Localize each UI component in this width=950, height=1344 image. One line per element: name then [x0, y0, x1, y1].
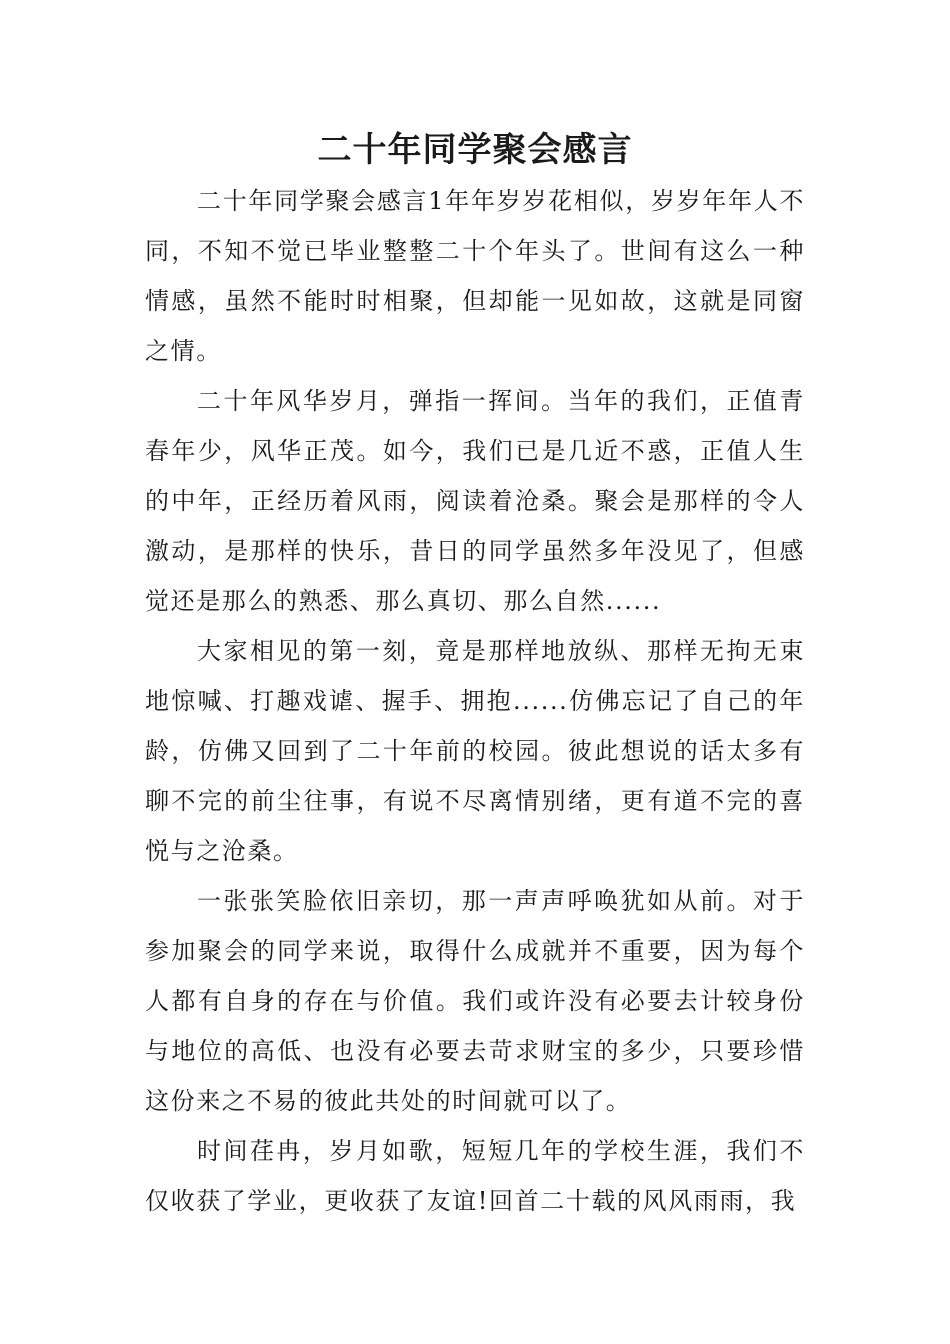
paragraph-4: 一张张笑脸依旧亲切，那一声声呼唤犹如从前。对于参加聚会的同学来说，取得什么成就并不重要，因为每个人都有自身的存在与价值。我们或许没有必要去计较身份与地位的高低、也没有必要去苛求财宝的多少，只要珍惜这份来之不易的彼此共处的时间就可以了。: [145, 887, 805, 1115]
paragraph-3: 大家相见的第一刻，竟是那样地放纵、那样无拘无束地惊喊、打趣戏谑、握手、拥抱......仿佛忘记了自己的年龄，仿佛又回到了二十年前的校园。彼此想说的话太多有聊不完的前尘往事，有说不尽离情别绪，更有道不完的喜悦与之沧桑。: [145, 637, 805, 865]
paragraph-1: 二十年同学聚会感言1年年岁岁花相似，岁岁年年人不同，不知不觉已毕业整整二十个年头了。世间有这么一种情感，虽然不能时时相聚，但却能一见如故，这就是同窗之情。: [145, 187, 805, 365]
document-title: 二十年同学聚会感言: [317, 130, 633, 170]
paragraph-5: 时间荏冉，岁月如歌，短短几年的学校生涯，我们不仅收获了学业，更收获了友谊!回首二十载的风风雨雨，我: [145, 1137, 805, 1215]
paragraph-2: 二十年风华岁月，弹指一挥间。当年的我们，正值青春年少，风华正茂。如今，我们已是几近不惑，正值人生的中年，正经历着风雨，阅读着沧桑。聚会是那样的令人激动，是那样的快乐，昔日的同学虽然多年没见了，但感觉还是那么的熟悉、那么真切、那么自然......: [145, 387, 805, 615]
document-body: [145, 176, 805, 1226]
